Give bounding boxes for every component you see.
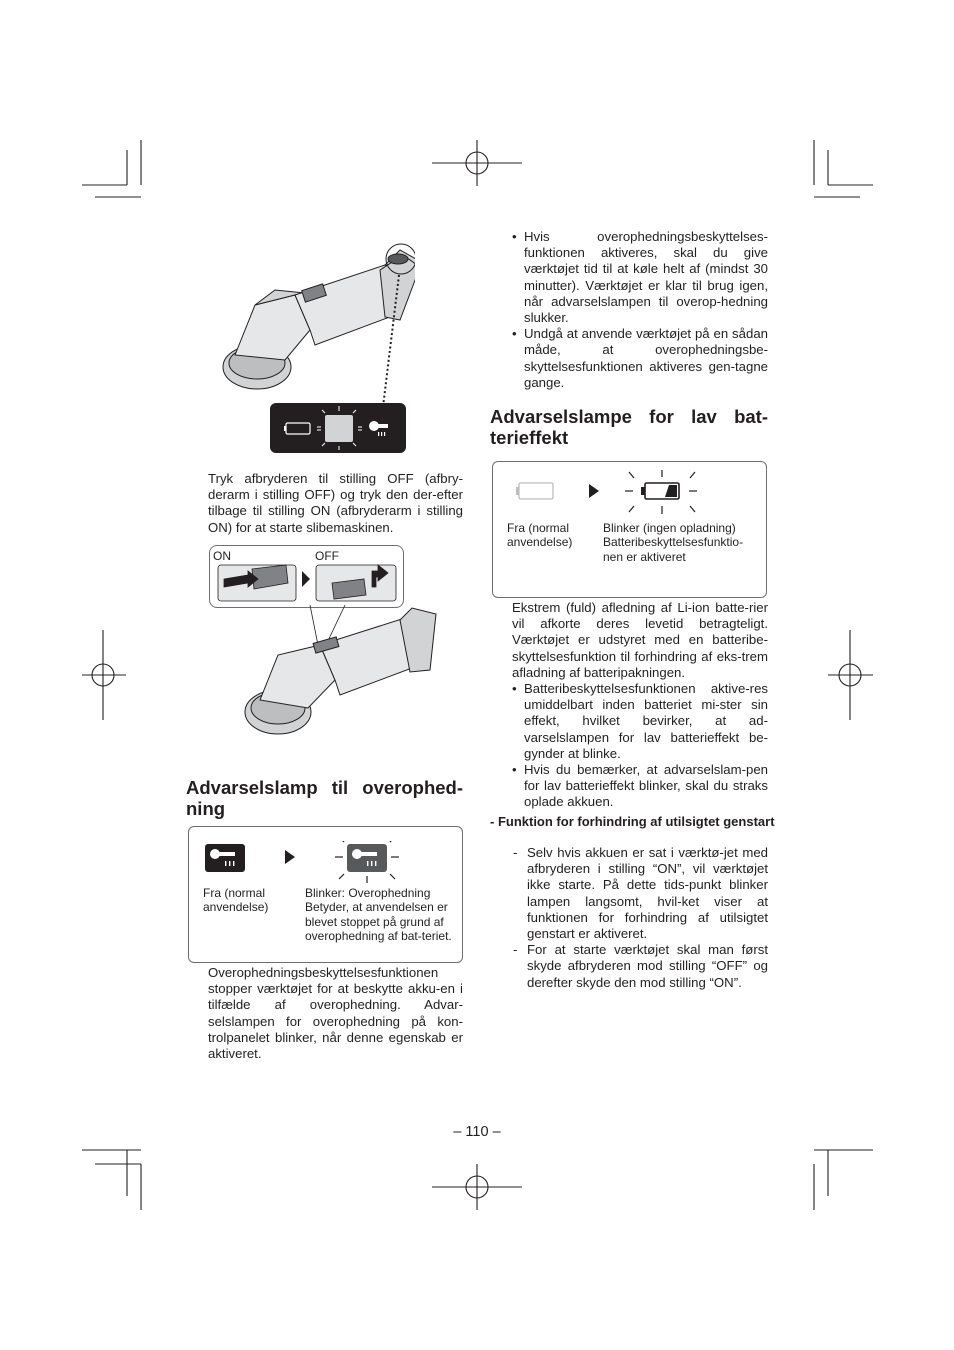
- page-number: – 110 –: [453, 1124, 501, 1140]
- battery-lamp-panel: [492, 461, 767, 598]
- overheat-lamp-states: [203, 841, 403, 885]
- overheat-bullet-1: • Hvis overophedningsbeskyttelses-funktionen aktiveres, skal du give værktøjet tid til at køle helt af (mindst 30 minutter). Værktøjet er klar til brug igen, når advarselslampen til overop-hedning slukker.: [512, 229, 768, 326]
- arrow-right-icon: [285, 850, 295, 864]
- battery-lamp-states: [507, 470, 707, 520]
- switch-on-label: ON: [213, 549, 231, 563]
- control-panel: [270, 403, 406, 453]
- switch-off-label: OFF: [315, 549, 339, 563]
- battery-blink-caption: Blinker (ingen opladning) Batteribeskyttelsesfunktio-nen er aktiveret: [603, 521, 744, 564]
- battery-bullet-1: • Batteribeskyttelsesfunktionen aktive-res umiddelbart inden batteriet mi-ster sin effekt, hvilket bevirker, at ad-varselslampen for lav batterieffekt be-gynder at blinke.: [512, 681, 768, 762]
- overheat-blink-caption: Blinker: Overophedning Betyder, at anvendelsen er blevet stoppet på grund af overophedning af bat-teriet.: [305, 886, 452, 944]
- battery-paragraph: Ekstrem (fuld) afledning af Li-ion batte-rier vil afkorte deres levetid betragteligt. Værktøjet er udstyret med en batteribe-skyttelsesfunktion til forhindring af eks-trem afladning af batteripakningen.: [512, 600, 768, 680]
- overheat-paragraph: Overophedningsbeskyttelsesfunktionen stopper værktøjet for at beskytte akku-en i tilfælde af overophedning. Advar-selslampen for overophedning på kon-trolpanelet blinker, når denne egenskab er aktiveret.: [208, 965, 463, 1062]
- overheat-lamp-off-icon: [205, 844, 245, 872]
- switch-detail-illustration: [214, 561, 400, 605]
- overheat-heading: Advarselslamp til overophed-ning: [186, 777, 463, 819]
- battery-heading: Advarselslampe for lav bat-terieffekt: [490, 406, 768, 448]
- battery-lamp-off-icon: [516, 483, 553, 499]
- restart-item-1: - Selv hvis akkuen er sat i værktø-jet med afbryderen i stilling “ON”, vil værktøjet ikke starte. På dette tids-punkt blinker lampen langsomt, hvil-ket viser at funktionen for forhindring af utilsigtet genstart er aktiveret.: [513, 845, 768, 942]
- overheat-lamp-blink-icon: [335, 841, 399, 883]
- battery-bullet-2: • Hvis du bemærker, at advarselslam-pen for lav batterieffekt blinker, skal du straks oplade akkuen.: [512, 762, 768, 811]
- switch-instruction: Tryk afbryderen til stilling OFF (afbry-derarm i stilling OFF) og tryk den der-efter tilbage til stilling ON (afbryderarm i stilling ON) for at starte slibemaskinen.: [208, 471, 463, 535]
- restart-heading: - Funktion for forhindring af utilsigtet genstart: [490, 814, 775, 829]
- restart-items: [513, 845, 768, 991]
- overheat-normal-caption: Fra (normal anvendelse): [203, 886, 269, 915]
- grinder-illustration: [240, 600, 440, 748]
- power-lamp: [325, 415, 353, 442]
- restart-item-2: - For at starte værktøjet skal man først skyde afbryderen mod stilling “OFF” og derefter skyde den mod stilling “ON”.: [513, 942, 768, 991]
- switch-panel: [209, 545, 404, 608]
- battery-lamp-blink-icon: [625, 470, 697, 514]
- battery-text: [512, 600, 768, 811]
- overheat-bullet-2: • Undgå at anvende værktøjet på en sådan måde, at overophedningsbe-skyttelsesfunktionen aktiveres gen-tagne gange.: [512, 326, 768, 391]
- overheat-bullets: [512, 229, 768, 391]
- arrow-right-icon: [589, 484, 599, 498]
- overheat-lamp-panel: [188, 826, 463, 963]
- battery-normal-caption: Fra (normal anvendelse): [507, 521, 573, 550]
